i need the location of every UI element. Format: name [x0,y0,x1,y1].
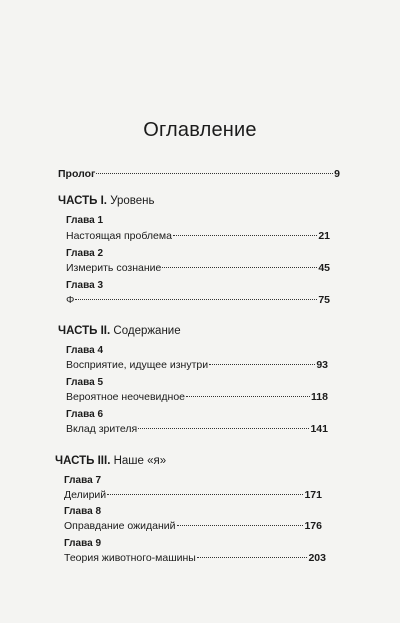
part-name: Наше «я» [113,455,167,467]
chapter-title: Делирий [64,489,107,501]
chapter-label: Глава 9 [64,538,102,549]
page-number: 75 [318,294,330,306]
dot-leader [75,299,317,300]
toc-entry-chapter-5[interactable] [66,391,328,404]
chapter-label: Глава 1 [66,215,104,226]
chapter-title: Измерить сознание [66,262,162,274]
page-number: 171 [304,489,322,501]
part-heading-2 [58,324,181,338]
page-number: 203 [308,552,326,564]
part-heading-3 [55,454,166,468]
toc-entry-chapter-2[interactable] [66,262,330,275]
chapter-title: Вклад зрителя [66,423,138,435]
page-number: 21 [318,230,330,242]
page-number: 45 [318,262,330,274]
page-number: 93 [316,359,328,371]
page-number: 9 [334,168,340,180]
toc-entry-chapter-1[interactable] [66,230,330,243]
part-heading-1 [58,194,155,208]
part-name: Содержание [113,325,181,337]
toc-entry-chapter-7[interactable] [64,489,322,502]
dot-leader [177,525,304,526]
toc-entry-chapter-8[interactable] [64,520,322,533]
chapter-title: Φ [66,294,75,306]
chapter-title: Оправдание ожиданий [64,520,176,532]
chapter-title: Вероятное неочевидное [66,391,186,403]
dot-leader [162,267,317,268]
chapter-label: Глава 7 [64,475,102,486]
chapter-title: Теория животного-машины [64,552,196,564]
chapter-label: Глава 3 [66,280,104,291]
dot-leader [197,557,308,558]
part-number: ЧАСТЬ II. [58,325,111,337]
chapter-label: Глава 5 [66,377,104,388]
toc-entry-chapter-6[interactable] [66,423,328,436]
toc-entry-chapter-3[interactable] [66,294,330,307]
prolog-label: Пролог [58,168,96,180]
dot-leader [186,396,310,397]
part-name: Уровень [110,195,155,207]
dot-leader [107,494,303,495]
toc-entry-prolog[interactable] [58,168,340,181]
chapter-label: Глава 6 [66,409,104,420]
part-number: ЧАСТЬ I. [58,195,107,207]
part-number: ЧАСТЬ III. [55,455,111,467]
toc-entry-chapter-4[interactable] [66,359,328,372]
chapter-label: Глава 8 [64,506,102,517]
dot-leader [173,235,317,236]
toc-entry-chapter-9[interactable] [64,552,326,565]
page-number: 176 [304,520,322,532]
chapter-label: Глава 2 [66,248,104,259]
page-title: Оглавление [143,119,257,141]
dot-leader [209,364,315,365]
dot-leader [138,428,309,429]
chapter-title: Настоящая проблема [66,230,172,242]
dot-leader [96,173,333,174]
page-number: 118 [311,391,328,403]
page-number: 141 [310,423,328,435]
chapter-title: Восприятие, идущее изнутри [66,359,209,371]
chapter-label: Глава 4 [66,345,104,356]
